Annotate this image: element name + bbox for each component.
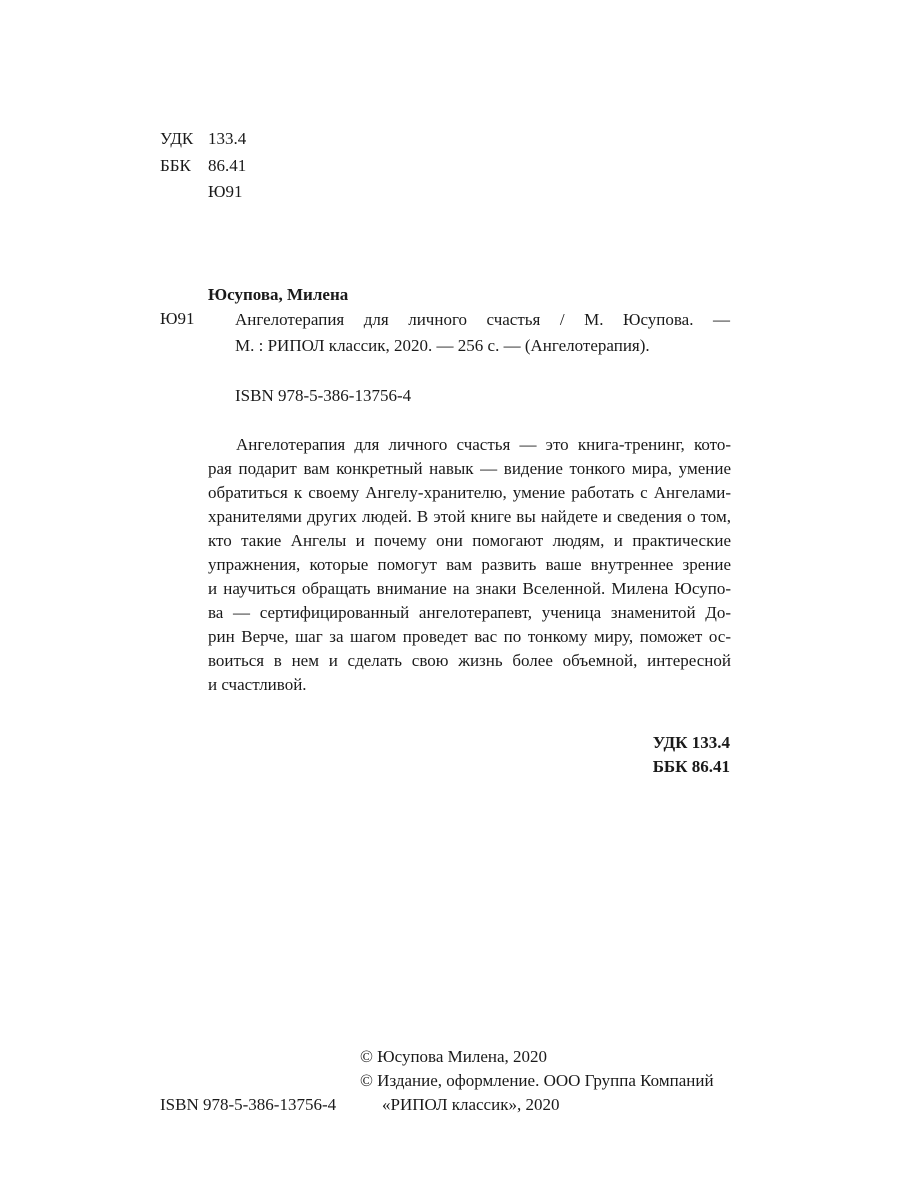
annotation xyxy=(208,433,731,697)
record-description xyxy=(235,307,730,359)
annotation-line: обратиться к своему Ангелу-хранителю, умение работать с Ангелами- xyxy=(208,483,731,502)
annotation-line: ва — сертифицированный ангелотерапевт, ученица знаменитой До- xyxy=(208,603,731,622)
author-sign-row xyxy=(160,180,242,204)
annotation-line: воиться в нем и сделать свою жизнь более объемной, интересной xyxy=(208,651,731,670)
annotation-line: и счастливой. xyxy=(208,675,307,694)
annotation-line: кто такие Ангелы и почему они помогают людям, и практические xyxy=(208,531,731,550)
udk-bottom: УДК 133.4 xyxy=(652,733,730,752)
record-author-sign: Ю91 xyxy=(160,309,195,328)
annotation-line: рая подарит вам конкретный навык — видение тонкого мира, умение xyxy=(208,459,731,478)
record-isbn: ISBN 978-5-386-13756-4 xyxy=(235,386,412,405)
annotation-line: и научиться обращать внимание на знаки Вселенной. Милена Юсупо- xyxy=(208,579,731,598)
isbn-bottom: ISBN 978-5-386-13756-4 xyxy=(160,1095,337,1114)
annotation-line: Ангелотерапия для личного счастья — это книга-тренинг, кото- xyxy=(236,435,731,454)
record-title-line: Ангелотерапия для личного счастья / М. Юсупова. — xyxy=(235,310,730,329)
record-author: Юсупова, Милена xyxy=(208,285,349,304)
udk-label: УДК xyxy=(160,129,194,148)
annotation-line: рин Верче, шаг за шагом проведет вас по тонкому миру, поможет ос- xyxy=(208,627,731,646)
bbk-value: 86.41 xyxy=(208,156,247,175)
udk-row xyxy=(160,127,246,151)
bbk-bottom: ББК 86.41 xyxy=(652,757,730,776)
copyright-block xyxy=(360,1045,714,1117)
author-sign-top: Ю91 xyxy=(208,182,243,201)
bbk-row xyxy=(160,154,246,178)
annotation-line: хранителями других людей. В этой книге вы найдете и сведения о том, xyxy=(208,507,731,526)
copyright-publisher: © Издание, оформление. ООО Группа Компаний xyxy=(360,1071,714,1090)
bbk-label: ББК xyxy=(160,156,191,175)
annotation-line: упражнения, которые помогут вам развить ваше внутреннее зрение xyxy=(208,555,731,574)
udk-value: 133.4 xyxy=(208,129,247,148)
classification-bottom xyxy=(653,731,730,779)
copyright-author: © Юсупова Милена, 2020 xyxy=(360,1047,548,1066)
record-publisher-line: М. : РИПОЛ классик, 2020. — 256 с. — (Ангелотерапия). xyxy=(235,336,650,355)
copyright-publisher-name: «РИПОЛ классик», 2020 xyxy=(382,1095,560,1114)
